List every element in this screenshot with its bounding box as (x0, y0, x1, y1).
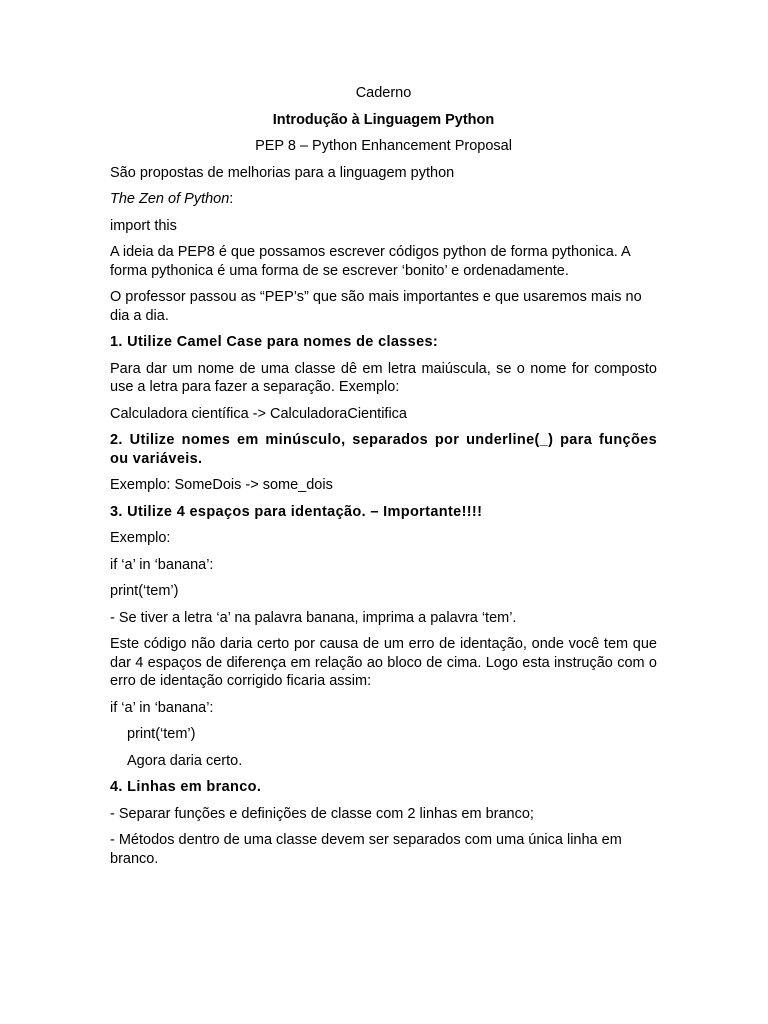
section4-item-2: - Métodos dentro de uma classe devem ser separados com uma única linha em branco. (110, 832, 622, 867)
section3-explanation: - Se tiver a letra ‘a’ na palavra banana, imprima a palavra ‘tem’. (110, 609, 517, 626)
document-title: Introdução à Linguagem Python (272, 111, 495, 128)
code-line-print-fixed: print(‘tem’) (127, 726, 196, 742)
section3-heading: 3. Utilize 4 espaços para identação. – Importante!!!! (110, 503, 483, 520)
section3-conclusion: Agora daria certo. (127, 752, 243, 769)
section4-heading: 4. Linhas em branco. (110, 779, 262, 795)
intro-paragraph: São propostas de melhorias para a linguagem python (110, 164, 455, 181)
code-line-print: print(‘tem’) (110, 583, 179, 599)
code-line-if-fixed: if ‘a’ in ‘banana’: (110, 699, 214, 716)
professor-note-paragraph: O professor passou as “PEP’s” que são mais importantes e que usaremos mais no dia a dia. (110, 289, 642, 324)
notebook-label: Caderno (355, 85, 412, 101)
section2-example: Exemplo: SomeDois -> some_dois (110, 477, 333, 493)
zen-colon: : (229, 191, 234, 207)
code-line-if: if ‘a’ in ‘banana’: (110, 556, 214, 573)
pep8-idea-paragraph: A ideia da PEP8 é que possamos escrever códigos python de forma pythonica. A forma pythonica é uma forma de se escrever ‘bonito’ e ordenadamente. (110, 244, 630, 279)
zen-line (110, 190, 657, 209)
document-subtitle: PEP 8 – Python Enhancement Proposal (255, 138, 512, 154)
section2-heading: 2. Utilize nomes em minúsculo, separados por underline(_) para funções ou variáveis. (110, 432, 657, 467)
section1-heading: 1. Utilize Camel Case para nomes de classes: (110, 334, 439, 350)
section3-error-text: Este código não daria certo por causa de um erro de identação, onde você tem que dar 4 espaços de diferença em relação ao bloco de cima. Logo esta instrução com o erro de identação corrigido ficaria assim: (110, 636, 657, 689)
import-line: import this (110, 217, 177, 234)
document-body (110, 84, 657, 876)
section4-item-1: - Separar funções e definições de classe com 2 linhas em branco; (110, 805, 534, 822)
section1-text: Para dar um nome de uma classe dê em letra maiúscula, se o nome for composto use a letra para fazer a separação. Exemplo: (110, 360, 657, 395)
zen-title: The Zen of Python (110, 191, 230, 207)
section3-example-label: Exemplo: (110, 530, 171, 546)
section1-example: Calculadora científica -> CalculadoraCientifica (110, 405, 407, 422)
